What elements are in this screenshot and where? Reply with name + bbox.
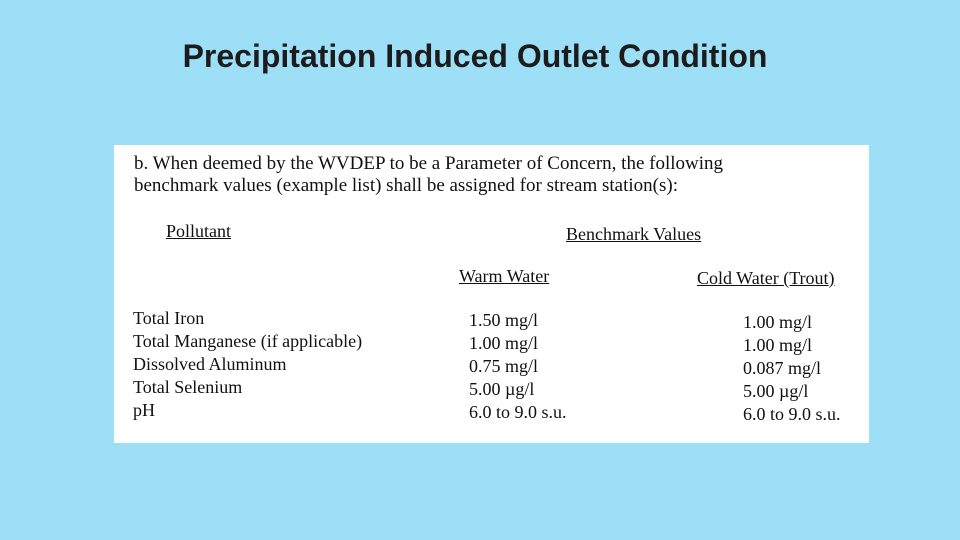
pollutant-name: Dissolved Aluminum	[133, 354, 287, 374]
header-cold-water: Cold Water (Trout)	[697, 268, 835, 288]
header-warm-water: Warm Water	[459, 266, 550, 286]
intro-line-1: b. When deemed by the WVDEP to be a Parameter of Concern, the following	[134, 153, 724, 174]
cold-water-value: 6.0 to 9.0 s.u.	[743, 404, 841, 424]
cold-water-value: 1.00 mg/l	[743, 312, 813, 332]
intro-paragraph	[134, 153, 854, 197]
cold-water-value: 0.087 mg/l	[743, 358, 822, 378]
pollutant-name: Total Manganese (if applicable)	[133, 331, 363, 351]
slide-title: Precipitation Induced Outlet Condition	[182, 38, 768, 74]
warm-water-value: 1.50 mg/l	[469, 310, 539, 330]
cold-water-column	[743, 311, 841, 426]
warm-water-value: 5.00 µg/l	[469, 379, 535, 399]
intro-line-2: benchmark values (example list) shall be assigned for stream station(s):	[134, 175, 678, 196]
cold-water-value: 1.00 mg/l	[743, 335, 813, 355]
document-excerpt	[114, 145, 869, 443]
warm-water-column	[469, 309, 567, 424]
warm-water-value: 0.75 mg/l	[469, 356, 539, 376]
pollutant-column	[133, 307, 362, 422]
pollutant-name: pH	[133, 400, 155, 420]
header-pollutant: Pollutant	[166, 221, 232, 241]
warm-water-value: 6.0 to 9.0 s.u.	[469, 402, 567, 422]
header-benchmark-values: Benchmark Values	[566, 224, 702, 244]
pollutant-name: Total Selenium	[133, 377, 243, 397]
pollutant-name: Total Iron	[133, 308, 205, 328]
warm-water-value: 1.00 mg/l	[469, 333, 539, 353]
cold-water-value: 5.00 µg/l	[743, 381, 809, 401]
